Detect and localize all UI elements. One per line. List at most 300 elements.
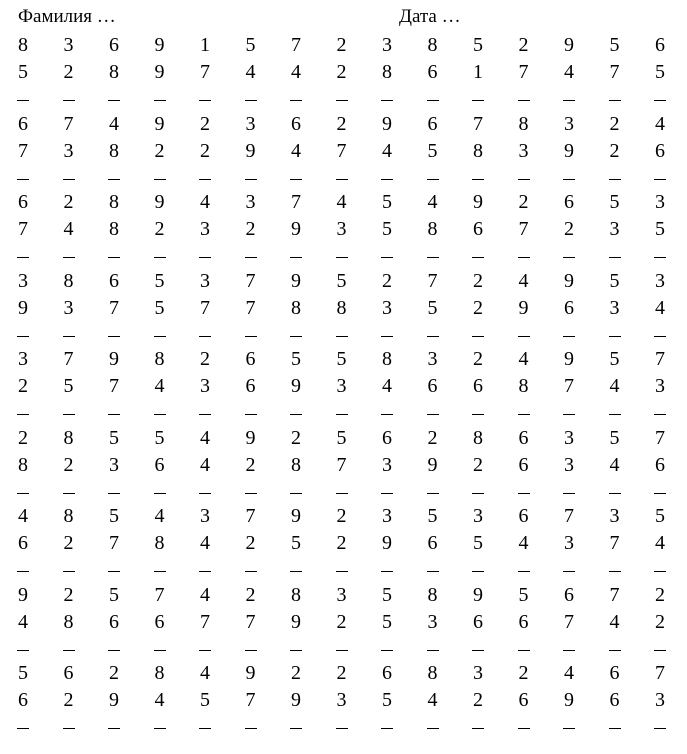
- digit-cell: 2: [109, 662, 119, 684]
- digit-cell: 8: [109, 191, 119, 213]
- digit-row-bottom: [0, 531, 687, 557]
- answer-dash: [427, 336, 439, 337]
- digit-cell: 5: [655, 505, 665, 527]
- answer-dash: [108, 179, 120, 180]
- digit-cell: 2: [63, 689, 74, 711]
- digit-cell: 3: [655, 269, 665, 292]
- answer-dash: [154, 414, 166, 415]
- digit-cell: 5: [382, 583, 392, 606]
- digit-cell: 5: [63, 375, 74, 397]
- digit-cell: 5: [473, 532, 483, 554]
- digit-cell: 5: [154, 269, 165, 292]
- digit-cell: 8: [109, 61, 119, 83]
- digit-cell: 3: [655, 191, 665, 213]
- digit-cell: 4: [200, 426, 210, 449]
- answer-dash: [290, 414, 302, 415]
- answer-dash-row: [0, 179, 687, 189]
- digit-cell: 5: [609, 191, 620, 213]
- digit-cell: 6: [564, 296, 574, 319]
- digit-cell: 2: [200, 139, 210, 162]
- answer-dash: [290, 257, 302, 258]
- digit-cell: 7: [18, 218, 28, 240]
- answer-dash-row: [0, 336, 687, 346]
- digit-cell: 3: [336, 689, 347, 711]
- digit-cell: 2: [336, 34, 347, 56]
- digit-cell: 7: [655, 662, 665, 684]
- answer-dash: [609, 179, 621, 180]
- answer-dash: [245, 179, 257, 180]
- digit-cell: 6: [518, 453, 529, 476]
- answer-dash: [63, 100, 75, 101]
- digit-cell: 9: [291, 218, 301, 240]
- digit-cell: 9: [564, 139, 574, 162]
- answer-dash: [472, 571, 484, 572]
- digit-row-top: [0, 426, 687, 452]
- answer-dash: [336, 571, 348, 572]
- answer-dash: [245, 414, 257, 415]
- answer-dash: [199, 336, 211, 337]
- digit-cell: 3: [427, 348, 438, 370]
- digit-cell: 3: [473, 505, 483, 527]
- answer-dash: [245, 336, 257, 337]
- digit-cell: 6: [109, 34, 119, 56]
- answer-dash: [518, 100, 530, 101]
- digit-cell: 4: [154, 505, 165, 527]
- answer-dash: [518, 179, 530, 180]
- digit-cell: 3: [609, 218, 620, 240]
- answer-dash: [199, 650, 211, 651]
- answer-dash: [563, 493, 575, 494]
- digit-cell: 4: [336, 191, 347, 213]
- digit-cell: 4: [109, 112, 119, 135]
- digit-cell: 5: [655, 218, 665, 240]
- digit-cell: 9: [245, 139, 256, 162]
- header: [18, 6, 687, 30]
- digit-cell: 4: [518, 269, 529, 292]
- digit-row-top: [0, 33, 687, 59]
- answer-dash: [518, 336, 530, 337]
- answer-dash: [381, 650, 393, 651]
- digit-cell: 9: [245, 426, 256, 449]
- digit-cell: 3: [564, 532, 574, 554]
- digit-cell: 8: [427, 218, 438, 240]
- digit-cell: 3: [336, 375, 347, 397]
- answer-dash: [381, 728, 393, 729]
- digit-cell: 3: [564, 112, 574, 135]
- answer-dash: [199, 100, 211, 101]
- digit-row-bottom: [0, 374, 687, 400]
- answer-dash: [563, 336, 575, 337]
- digit-cell: 9: [154, 112, 165, 135]
- answer-dash: [154, 179, 166, 180]
- digit-cell: 3: [109, 453, 119, 476]
- digit-cell: 4: [655, 112, 665, 135]
- answer-dash: [108, 650, 120, 651]
- digit-cell: 2: [336, 61, 347, 83]
- digit-cell: 7: [336, 453, 347, 476]
- digit-cell: 6: [382, 426, 392, 449]
- digit-cell: 7: [200, 296, 210, 319]
- digit-cell: 4: [427, 689, 438, 711]
- digit-cell: 4: [200, 191, 210, 213]
- digit-cell: 2: [564, 218, 574, 240]
- answer-dash: [563, 257, 575, 258]
- digit-cell: 3: [427, 610, 438, 633]
- digit-cell: 8: [473, 426, 483, 449]
- digit-cell: 8: [154, 348, 165, 370]
- digit-cell: 3: [609, 505, 620, 527]
- digit-cell: 7: [245, 269, 256, 292]
- digit-cell: 9: [291, 505, 301, 527]
- digit-cell: 7: [518, 218, 529, 240]
- digit-cell: 7: [427, 269, 438, 292]
- answer-dash: [654, 493, 666, 494]
- answer-dash: [654, 414, 666, 415]
- digit-cell: 2: [291, 426, 301, 449]
- answer-dash: [17, 257, 29, 258]
- digit-row-bottom: [0, 688, 687, 714]
- answer-dash: [63, 336, 75, 337]
- digit-cell: 2: [518, 191, 529, 213]
- answer-dash: [609, 257, 621, 258]
- digit-cell: 5: [291, 532, 301, 554]
- answer-dash: [108, 493, 120, 494]
- answer-dash: [290, 100, 302, 101]
- digit-cell: 7: [473, 112, 483, 135]
- digit-row-top: [0, 347, 687, 373]
- answer-dash: [245, 728, 257, 729]
- digit-cell: 3: [18, 348, 28, 370]
- answer-dash: [381, 571, 393, 572]
- answer-dash: [17, 493, 29, 494]
- digit-cell: 6: [245, 375, 256, 397]
- digit-cell: 4: [609, 610, 620, 633]
- digit-cell: 9: [564, 269, 574, 292]
- digit-cell: 8: [109, 139, 119, 162]
- answer-dash: [427, 179, 439, 180]
- digit-cell: 7: [336, 139, 347, 162]
- answer-dash: [563, 650, 575, 651]
- answer-dash: [427, 650, 439, 651]
- answer-dash: [336, 257, 348, 258]
- answer-dash: [199, 493, 211, 494]
- digit-cell: 4: [291, 61, 301, 83]
- digit-cell: 2: [245, 218, 256, 240]
- answer-dash: [609, 414, 621, 415]
- digit-cell: 9: [382, 112, 392, 135]
- answer-dash: [472, 493, 484, 494]
- digit-cell: 2: [609, 139, 620, 162]
- digit-cell: 9: [109, 689, 119, 711]
- digit-cell: 9: [382, 532, 392, 554]
- digit-cell: 6: [154, 610, 165, 633]
- digit-cell: 4: [518, 532, 529, 554]
- answer-dash: [108, 414, 120, 415]
- answer-dash-row: [0, 100, 687, 110]
- digit-cell: 2: [63, 532, 74, 554]
- digit-cell: 3: [200, 505, 210, 527]
- digit-cell: 2: [473, 348, 483, 370]
- digit-cell: 2: [200, 112, 210, 135]
- digit-cell: 6: [564, 583, 574, 606]
- answer-dash: [199, 414, 211, 415]
- answer-dash: [472, 336, 484, 337]
- digit-cell: 7: [109, 296, 119, 319]
- digit-cell: 6: [18, 532, 28, 554]
- digit-cell: 6: [518, 505, 529, 527]
- answer-dash: [609, 650, 621, 651]
- digit-cell: 2: [518, 662, 529, 684]
- digit-cell: 6: [655, 139, 665, 162]
- answer-dash: [336, 493, 348, 494]
- digit-row-top: [0, 190, 687, 216]
- answer-dash: [472, 257, 484, 258]
- answer-dash: [290, 336, 302, 337]
- answer-dash: [245, 571, 257, 572]
- answer-dash: [17, 100, 29, 101]
- answer-dash: [518, 257, 530, 258]
- digit-cell: 2: [609, 112, 620, 135]
- digit-cell: 2: [473, 269, 483, 292]
- digit-cell: 5: [336, 269, 347, 292]
- answer-dash: [563, 571, 575, 572]
- digit-cell: 4: [18, 505, 28, 527]
- digit-cell: 8: [518, 375, 529, 397]
- answer-dash: [563, 179, 575, 180]
- digit-cell: 6: [291, 112, 301, 135]
- digit-cell: 6: [63, 662, 74, 684]
- digit-cell: 3: [382, 34, 392, 56]
- digit-cell: 9: [564, 348, 574, 370]
- answer-dash: [472, 650, 484, 651]
- answer-dash: [17, 571, 29, 572]
- answer-dash: [199, 728, 211, 729]
- answer-dash: [427, 571, 439, 572]
- digit-cell: 5: [473, 34, 483, 56]
- digit-cell: 8: [63, 269, 74, 292]
- digit-cell: 8: [291, 296, 301, 319]
- digit-cell: 7: [245, 610, 256, 633]
- digit-cell: 9: [518, 296, 529, 319]
- digit-cell: 8: [18, 453, 28, 476]
- digit-cell: 3: [200, 375, 210, 397]
- digit-cell: 2: [245, 453, 256, 476]
- answer-dash: [108, 100, 120, 101]
- answer-dash: [108, 336, 120, 337]
- digit-cell: 5: [427, 139, 438, 162]
- answer-dash: [427, 493, 439, 494]
- digit-cell: 8: [427, 662, 438, 684]
- answer-dash: [427, 414, 439, 415]
- digit-cell: 8: [154, 532, 165, 554]
- digit-cell: 7: [291, 34, 301, 56]
- answer-dash: [427, 257, 439, 258]
- digit-cell: 8: [382, 348, 392, 370]
- digit-cell: 5: [109, 505, 119, 527]
- digit-cell: 5: [109, 583, 119, 606]
- digit-cell: 7: [564, 505, 574, 527]
- digit-cell: 4: [200, 583, 210, 606]
- digit-cell: 5: [291, 348, 301, 370]
- digit-cell: 8: [291, 453, 301, 476]
- answer-dash: [63, 414, 75, 415]
- answer-dash: [472, 100, 484, 101]
- digit-cell: 7: [200, 61, 210, 83]
- digit-cell: 3: [336, 218, 347, 240]
- digit-cell: 2: [200, 348, 210, 370]
- digit-cell: 4: [154, 375, 165, 397]
- answer-dash: [245, 493, 257, 494]
- digit-cell: 7: [245, 689, 256, 711]
- answer-dash: [17, 336, 29, 337]
- digit-cell: 8: [18, 34, 28, 56]
- answer-dash: [17, 650, 29, 651]
- answer-dash: [199, 257, 211, 258]
- digit-cell: 8: [154, 662, 165, 684]
- digit-cell: 3: [200, 269, 210, 292]
- digit-cell: 6: [518, 426, 529, 449]
- digit-cell: 6: [473, 218, 483, 240]
- digit-row-bottom: [0, 60, 687, 86]
- digit-cell: 4: [382, 139, 392, 162]
- digit-cell: 4: [564, 662, 574, 684]
- digit-cell: 2: [291, 662, 301, 684]
- answer-dash: [108, 571, 120, 572]
- answer-dash: [63, 571, 75, 572]
- digit-cell: 1: [473, 61, 483, 83]
- answer-dash: [336, 414, 348, 415]
- digit-cell: 8: [63, 610, 74, 633]
- digit-row-top: [0, 583, 687, 609]
- digit-cell: 9: [291, 269, 301, 292]
- answer-dash: [518, 571, 530, 572]
- digit-cell: 2: [245, 583, 256, 606]
- digit-cell: 2: [18, 375, 28, 397]
- answer-dash: [472, 179, 484, 180]
- surname-label: Фамилия …: [18, 6, 116, 27]
- digit-cell: 8: [382, 61, 392, 83]
- answer-dash: [63, 179, 75, 180]
- answer-dash: [290, 728, 302, 729]
- digit-cell: 7: [245, 505, 256, 527]
- digit-cell: 5: [382, 610, 392, 633]
- digit-cell: 5: [518, 583, 529, 606]
- digit-cell: 4: [382, 375, 392, 397]
- answer-dash: [154, 571, 166, 572]
- digit-cell: 9: [154, 61, 165, 83]
- answer-dash: [63, 493, 75, 494]
- answer-dash: [609, 571, 621, 572]
- digit-cell: 7: [245, 296, 256, 319]
- digit-row-bottom: [0, 139, 687, 165]
- answer-dash: [290, 493, 302, 494]
- answer-dash: [290, 571, 302, 572]
- digit-cell: 5: [655, 61, 665, 83]
- digit-row-bottom: [0, 217, 687, 243]
- digit-cell: 7: [154, 583, 165, 606]
- digit-cell: 7: [655, 426, 665, 449]
- digit-cell: 2: [63, 61, 74, 83]
- answer-dash: [336, 728, 348, 729]
- answer-dash-row: [0, 728, 687, 738]
- answer-dash: [609, 493, 621, 494]
- digit-cell: 2: [336, 532, 347, 554]
- answer-dash: [472, 728, 484, 729]
- digit-cell: 7: [609, 61, 620, 83]
- answer-dash: [518, 414, 530, 415]
- digit-cell: 7: [518, 61, 529, 83]
- digit-row-top: [0, 504, 687, 530]
- answer-dash-row: [0, 650, 687, 660]
- digit-row-bottom: [0, 453, 687, 479]
- digit-cell: 3: [382, 505, 392, 527]
- digit-row-top: [0, 269, 687, 295]
- digit-cell: 5: [382, 689, 392, 711]
- answer-dash: [63, 650, 75, 651]
- answer-dash: [245, 257, 257, 258]
- digit-cell: 3: [18, 269, 28, 292]
- digit-cell: 4: [564, 61, 574, 83]
- answer-dash: [654, 100, 666, 101]
- digit-cell: 2: [63, 191, 74, 213]
- answer-dash: [427, 100, 439, 101]
- answer-dash: [290, 650, 302, 651]
- digit-cell: 5: [18, 61, 28, 83]
- digit-row-bottom: [0, 610, 687, 636]
- digit-cell: 9: [473, 583, 483, 606]
- digit-cell: 6: [18, 191, 28, 213]
- digit-cell: 2: [473, 296, 483, 319]
- digit-cell: 5: [427, 505, 438, 527]
- digit-cell: 2: [154, 139, 165, 162]
- answer-dash: [654, 179, 666, 180]
- answer-dash: [381, 257, 393, 258]
- digit-cell: 2: [336, 112, 347, 135]
- digit-cell: 2: [336, 505, 347, 527]
- answer-dash: [199, 179, 211, 180]
- answer-dash: [381, 414, 393, 415]
- answer-dash: [154, 650, 166, 651]
- digit-cell: 6: [382, 662, 392, 684]
- digit-cell: 2: [655, 610, 665, 633]
- answer-dash: [609, 728, 621, 729]
- answer-dash: [336, 179, 348, 180]
- digit-cell: 4: [609, 375, 620, 397]
- digit-cell: 5: [18, 662, 28, 684]
- digit-cell: 2: [655, 583, 665, 606]
- answer-dash: [427, 728, 439, 729]
- digit-cell: 6: [655, 34, 665, 56]
- digit-cell: 6: [109, 269, 119, 292]
- digit-cell: 5: [200, 689, 210, 711]
- answer-dash-row: [0, 414, 687, 424]
- digit-cell: 4: [291, 139, 301, 162]
- digit-cell: 5: [154, 296, 165, 319]
- answer-dash: [17, 179, 29, 180]
- answer-dash: [654, 257, 666, 258]
- digit-cell: 8: [109, 218, 119, 240]
- digit-cell: 4: [200, 532, 210, 554]
- digit-cell: 7: [291, 191, 301, 213]
- digit-cell: 3: [63, 296, 74, 319]
- digit-cell: 3: [564, 453, 574, 476]
- answer-dash: [336, 650, 348, 651]
- answer-dash: [518, 493, 530, 494]
- digit-cell: 2: [336, 610, 347, 633]
- answer-dash: [108, 728, 120, 729]
- answer-dash-row: [0, 571, 687, 581]
- digit-cell: 8: [291, 583, 301, 606]
